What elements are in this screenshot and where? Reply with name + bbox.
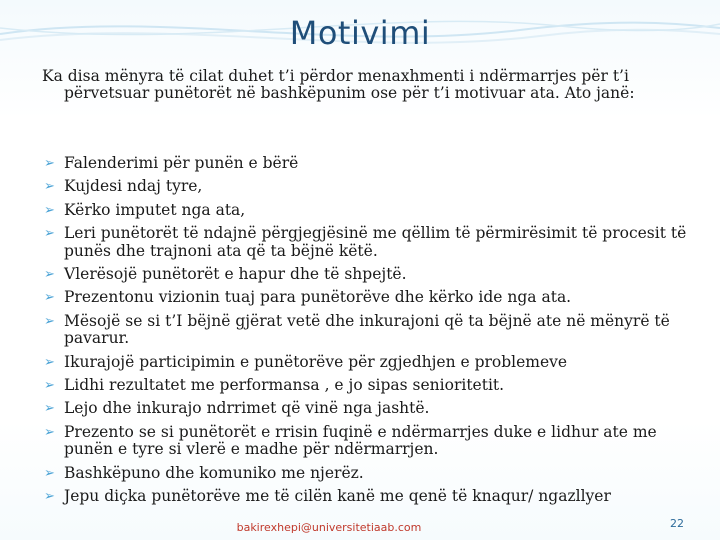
list-item-text: Lejo dhe inkurajo ndrrimet që vinë nga jashtë. — [64, 399, 430, 418]
list-item — [42, 178, 697, 195]
footer-email: bakirexhepi@universitetiaab.com — [236, 521, 422, 534]
list-item-text: Vlerësojë punëtorët e hapur dhe të shpejtë. — [64, 265, 407, 284]
bullet-list — [42, 155, 697, 512]
list-item — [42, 424, 697, 459]
list-item — [42, 225, 697, 260]
arrow-bullet-icon: ➢ — [44, 226, 55, 242]
list-item-text: Lidhi rezultatet me performansa , e jo sipas senioritetit. — [64, 376, 505, 395]
list-item-text: Leri punëtorët të ndajnë përgjegjësinë me qëllim të përmirësimit të procesit të punës dhe trajnoni ata që ta bëjnë këtë. — [64, 224, 687, 260]
page-number: 22 — [670, 517, 684, 530]
list-item — [42, 155, 697, 172]
arrow-bullet-icon: ➢ — [44, 290, 55, 306]
arrow-bullet-icon: ➢ — [44, 378, 55, 394]
list-item-text: Mësojë se si t’I bëjnë gjërat vetë dhe inkurajoni që ta bëjnë ate në mënyrë të pavarur. — [64, 311, 670, 348]
list-item-text: Jepu diçka punëtorëve me të cilën kanë me qenë të knaqur/ ngazllyer — [64, 487, 611, 506]
list-item — [42, 400, 697, 417]
arrow-bullet-icon: ➢ — [44, 489, 55, 505]
list-item-text: Falenderimi për punën e bërë — [64, 154, 299, 172]
list-item-text: Bashkëpuno dhe komuniko me njerëz. — [64, 463, 364, 482]
list-item-text: Kujdesi ndaj tyre, — [64, 177, 203, 196]
arrow-bullet-icon: ➢ — [44, 202, 55, 218]
arrow-bullet-icon: ➢ — [44, 179, 55, 195]
list-item-text: Ikurajojë participimin e punëtorëve për zgjedhjen e problemeve — [64, 352, 568, 371]
list-item — [42, 465, 697, 482]
list-item — [42, 266, 697, 283]
list-item — [42, 202, 697, 219]
arrow-bullet-icon: ➢ — [44, 354, 55, 370]
slide-title: Motivimi — [289, 14, 431, 52]
arrow-bullet-icon: ➢ — [44, 401, 55, 417]
arrow-bullet-icon: ➢ — [44, 156, 55, 171]
list-item — [42, 354, 697, 371]
intro-paragraph: Ka disa mënyra të cilat duhet t’i përdor menaxhmenti i ndërmarrjes për t’i përvetsuar punëtorët në bashkëpunim ose për t’i motivuar ata. Ato janë: — [42, 67, 635, 102]
list-item — [42, 377, 697, 394]
list-item — [42, 488, 697, 505]
arrow-bullet-icon: ➢ — [44, 465, 55, 481]
list-item-text: Prezentonu vizionin tuaj para punëtorëve dhe kërko ide nga ata. — [64, 288, 572, 307]
list-item — [42, 289, 697, 306]
list-item-text: Prezento se si punëtorët e rrisin fuqinë e ndërmarrjes duke e lidhur ate me punën e tyre si vlerë e madhe për ndërmarrjen. — [64, 422, 657, 459]
arrow-bullet-icon: ➢ — [44, 313, 55, 329]
list-item — [42, 313, 697, 348]
list-item-text: Kërko imputet nga ata, — [64, 200, 246, 219]
arrow-bullet-icon: ➢ — [44, 267, 55, 283]
arrow-bullet-icon: ➢ — [44, 424, 55, 440]
